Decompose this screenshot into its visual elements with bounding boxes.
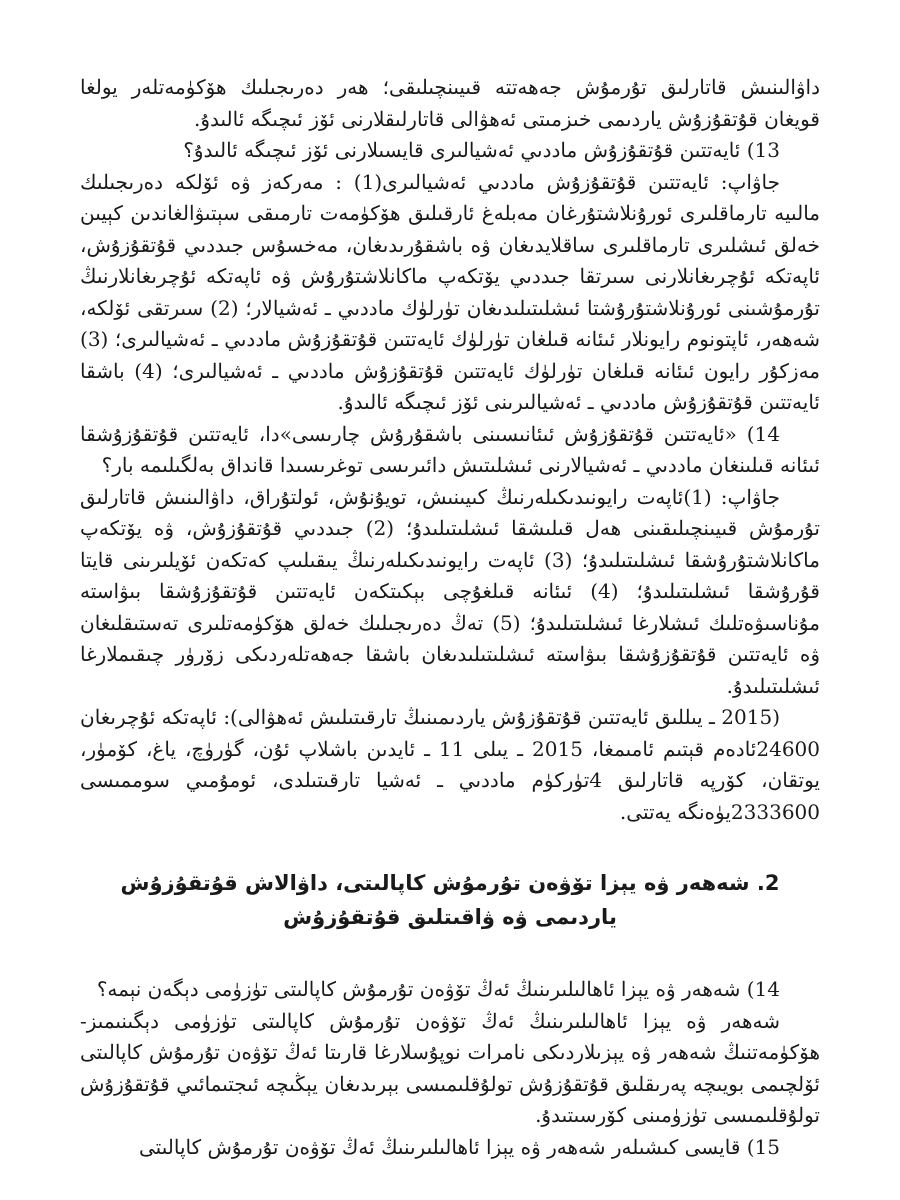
answer-13: جاۋاپ: ئايەتتىن قۇتقۇزۇش ماددىي ئەشيالىرى(1) : مەركەز ۋە ئۆلكە دەرىجىلىك مالىيە تارماقلىرى ئورۇنلاشتۇرغان مەبلەغ ئارقىلىق ھۆكۈمەت تارمىقى سېتىۋالغاندىن كېيىن خەلق ئىشلىرى تارماقلىرى ساقلايدىغان ۋە باشقۇرىدىغان، مەخسۇس جىددىي قۇتقۇزۇش، ئاپەتكە ئۇچرىغانلارنى سىرتقا جىددىي يۆتكەپ ماكانلاشتۇرۇش ۋە ئاپەتكە ئۇچرىغانلارنىڭ تۇرمۇشىنى ئورۇنلاشتۇرۇشتا ئىشلىتىلىدىغان تۈرلۈك ماددىي ـ ئەشيالار؛ (2) سىرتقى ئۆلكە، شەھەر، ئاپتونوم رايونلار ئىئانە قىلغان تۈرلۈك ئايەتتىن قۇتقۇزۇش ماددىي ـ ئەشيالىرى؛ (3) مەزكۇر رايون ئىئانە قىلغان تۈرلۈك ئايەتتىن قۇتقۇزۇش ماددىي ـ ئەشيالىرى؛ (4) باشقا ئايەتتىن قۇتقۇزۇش ماددىي ـ ئەشيالىرىنى ئۆز ئىچىگە ئالىدۇ.: [80, 169, 820, 414]
answer-minimum-living: شەھەر ۋە يېزا ئاھالىلىرىنىڭ ئەڭ تۆۋەن تۇرمۇش كاپالىتى تۈزۈمى دېگىنىمىز- ھۆكۈمەتنىڭ شەھەر ۋە يېزىلاردىكى نامرات نوپۇسلارغا قارىتا ئەڭ تۆۋەن تۇرمۇش كاپالىتى ئۆلچىمى بويىچە پەرىقلىق قۇتقۇزۇش تولۇقلىمىسى بېرىدىغان يېڭىچە ئىجتىمائىي قۇتقۇزۇش تولۇقلىمىسى تۈزۈمىنى كۆرسىتىدۇ.: [80, 1008, 820, 1127]
relief-statistics-2015: (2015 ـ يىللىق ئايەتتىن قۇتقۇزۇش ياردىمىنىڭ تارقىتىلىش ئەھۋالى): ئاپەتكە ئۇچرىغان 24600ئادەم قېتىم ئامىمغا، 2015 ـ يىلى 11 ـ ئايدىن باشلاپ ئۇن، گۈرۈچ، ياغ، كۆمۈر، يوتقان، كۆرپە قاتارلىق 4تۈركۈم ماددىي ـ ئەشيا تارقىتىلدى، ئومۇمىي سوممىسى 2333600يۈەنگە يەتتى.: [80, 705, 820, 824]
answer-14: جاۋاپ: (1)ئاپەت رايونىدىكىلەرنىڭ كىيىنىش، تويۇنۇش، ئولتۇراق، داۋالىنىش قاتارلىق تۇرمۇش قىيىنچىلىقىنى ھەل قىلىشقا ئىشلىتىلىدۇ؛ (2) جىددىي قۇتقۇزۇش، ۋە يۆتكەپ ماكانلاشتۇرۇشقا ئىشلىتىلىدۇ؛ (3) ئاپەت رايونىدىكىلەرنىڭ يىقىلىپ كەتكەن ئۆيلىرىنى قايتا قۇرۇشقا ئىشلىتىلىدۇ؛ (4) ئىئانە قىلغۇچى بېكىتكەن ئايەتتىن قۇتقۇزۇشقا بىۋاستە مۇناسىۋەتلىك ئىشلارغا ئىشلىتىلىدۇ؛ (5) تەڭ دەرىجىلىك خەلق ھۆكۈمەتلىرى تەستىقلىغان ۋە ئايەتتىن قۇتقۇزۇشقا بىۋاستە ئىشلىتىلىدىغان باشقا جەھەتلەردىكى زۆرۈر چىقىملارغا ئىشلىتىلىدۇ.: [80, 484, 820, 698]
question-14: 14) «ئايەتتىن قۇتقۇزۇش ئىئانىسىنى باشقۇرۇش چارىسى»دا، ئايەتتىن قۇتقۇزۇشقا ئىئانە قىلىنغان ماددىي ـ ئەشيالارنى ئىشلىتىش دائىرىسى توغرىسىدا قانداق بەلگىلىمە بار؟: [80, 421, 820, 477]
section-heading: 2. شەھەر ۋە يېزا تۆۋەن تۇرمۇش كاپالىتى، داۋالاش قۇتقۇزۇش ياردىمى ۋە ۋاقىتلىق قۇتقۇزۇش: [120, 871, 780, 929]
paragraph-continuation: داۋالىنىش قاتارلىق تۇرمۇش جەھەتتە قىيىنچىلىقى؛ ھەر دەرىجىلىك ھۆكۈمەتلەر يولغا قويغان قۇتقۇزۇش ياردىمى خىزمىتى ئەھۋالى قاتارلىقلارنى ئۆز ئىچىگە ئالىدۇ.: [80, 75, 820, 131]
question-13: 13) ئايەتتىن قۇتقۇزۇش ماددىي ئەشيالىرى قايسىلارنى ئۆز ئىچىگە ئالىدۇ؟: [183, 138, 780, 162]
question-15: 15) قايسى كىشىلەر شەھەر ۋە يېزا ئاھالىلىرىنىڭ ئەڭ تۆۋەن تۇرمۇش كاپالىتى: [139, 1134, 780, 1159]
question-14-minimum-living: 14) شەھەر ۋە يېزا ئاھالىلىرىنىڭ ئەڭ تۆۋەن تۇرمۇش كاپالىتى تۈزۈمى دېگەن نېمە؟: [96, 977, 780, 1001]
document-page: [80, 72, 820, 1163]
